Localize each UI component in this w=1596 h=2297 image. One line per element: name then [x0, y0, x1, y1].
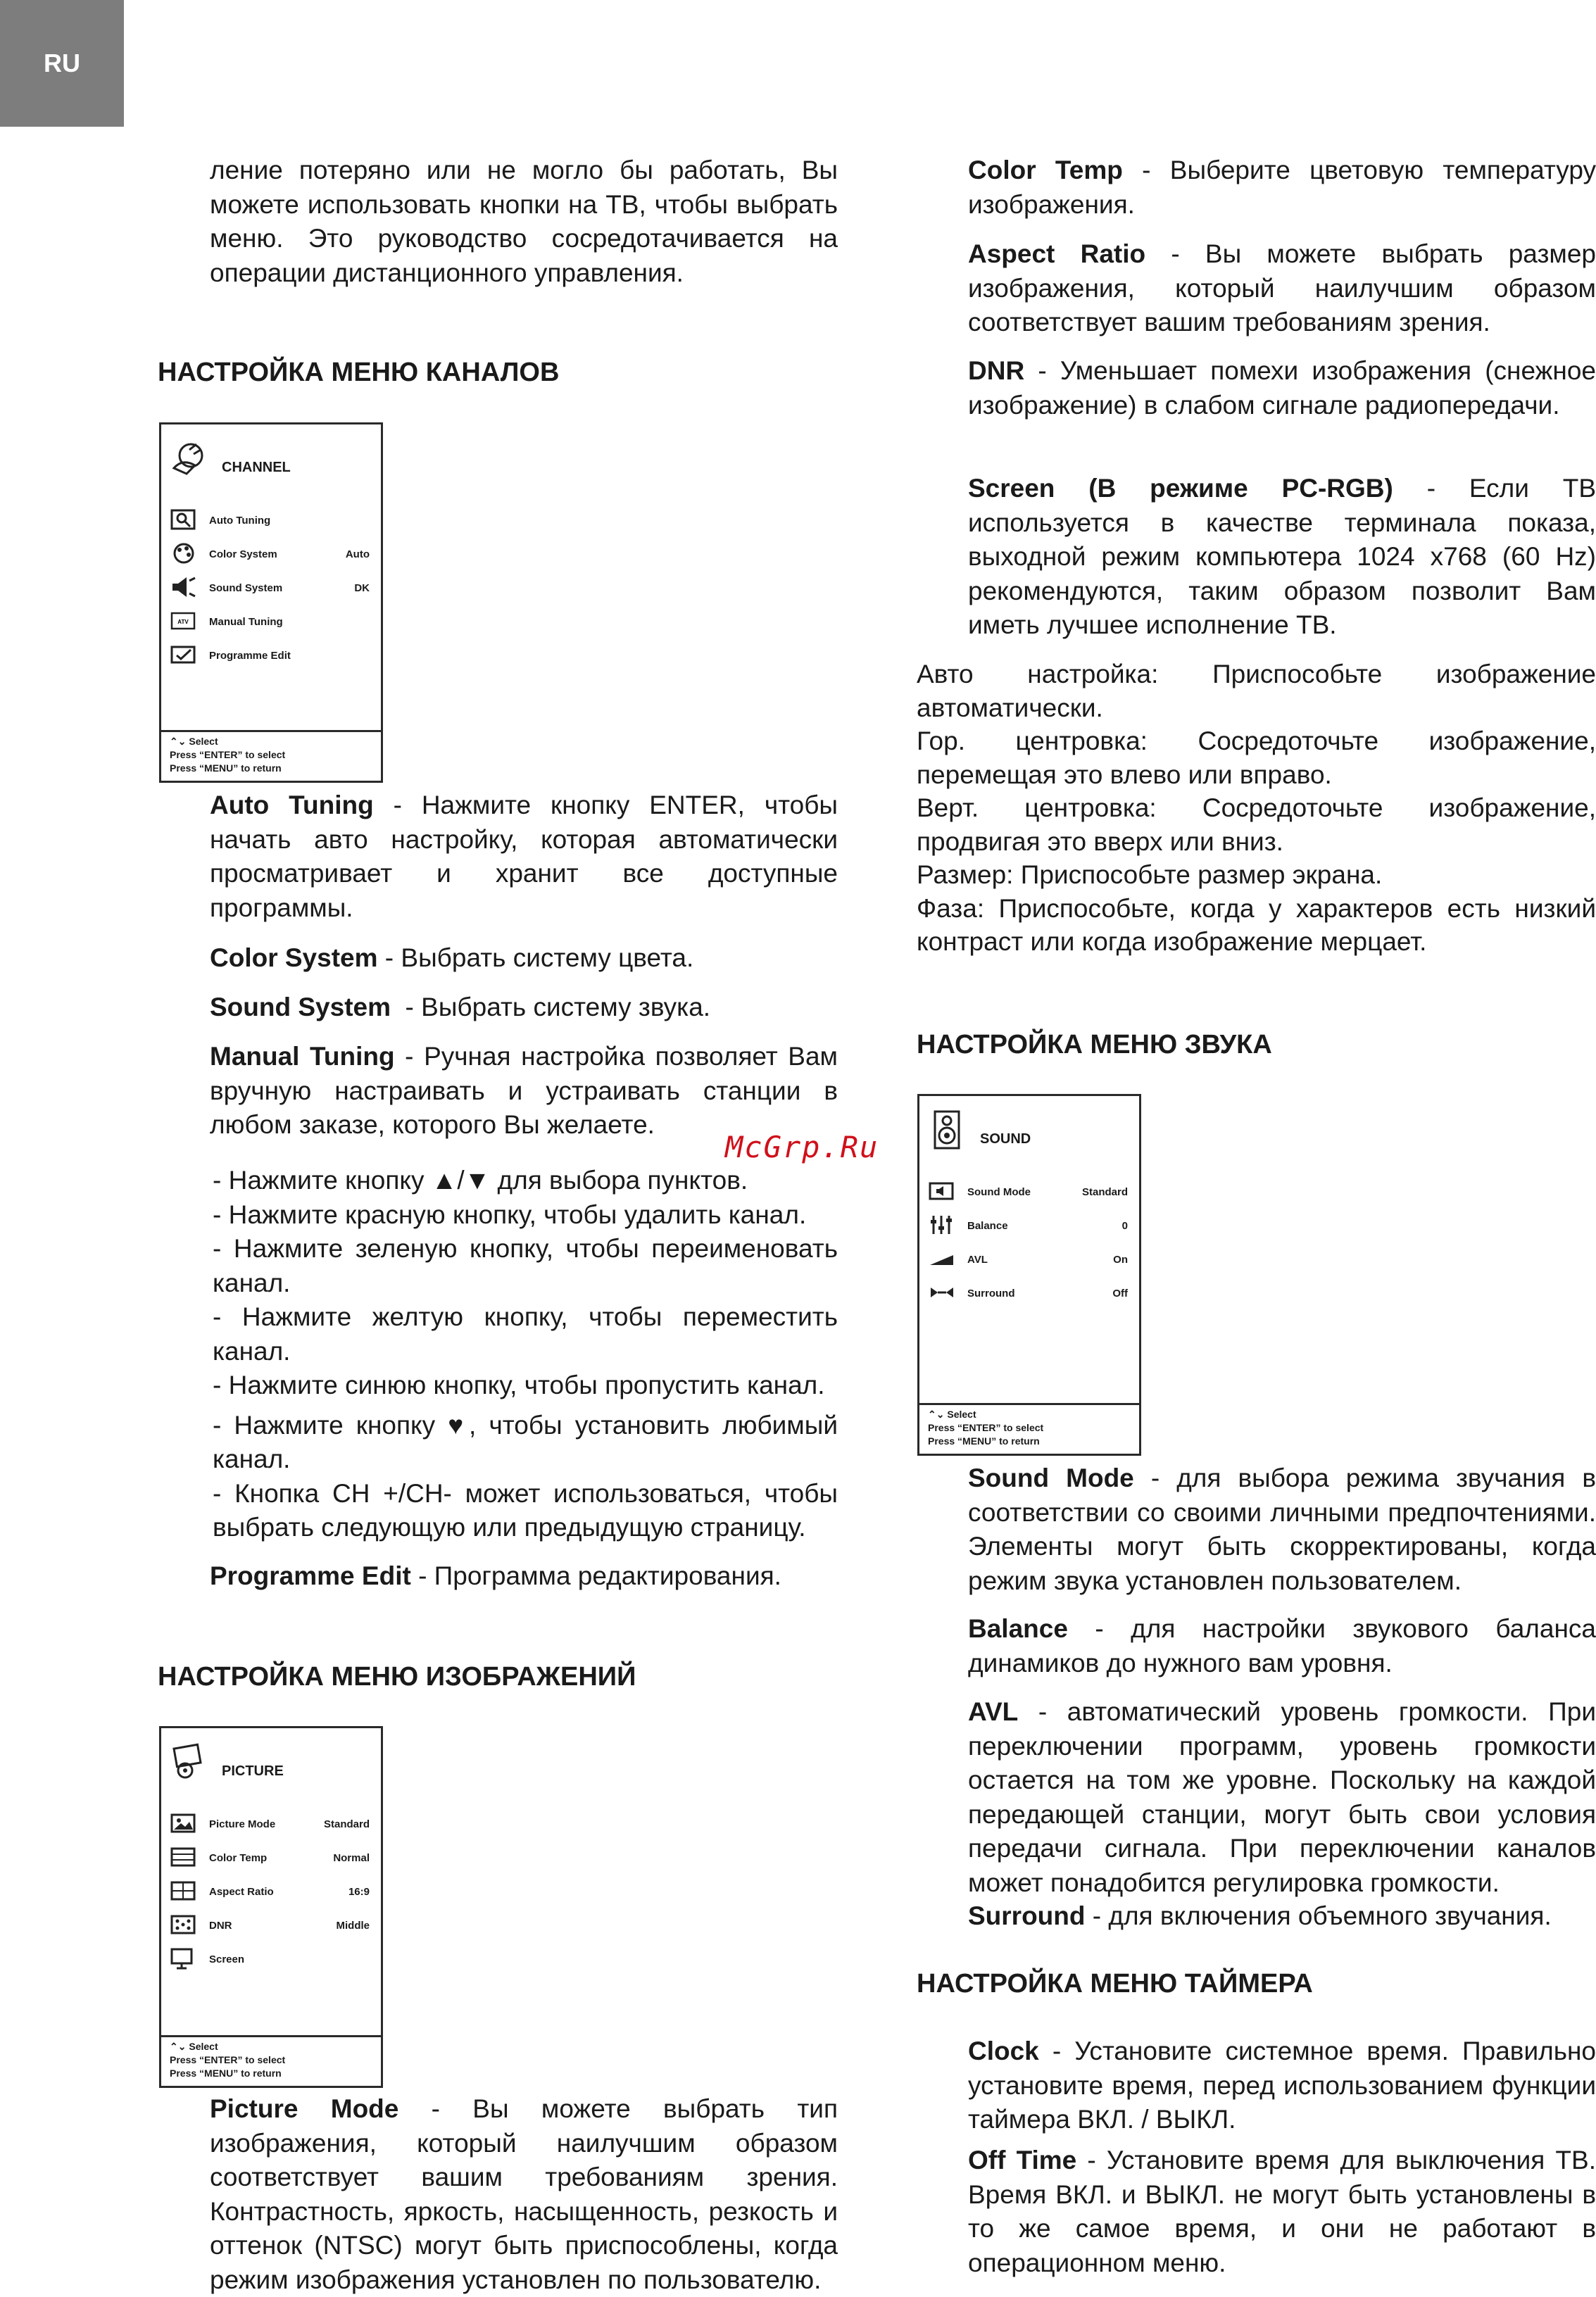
bullet-item: - Нажмите кнопку ♥, чтобы установить любимый канал.: [213, 1410, 838, 1473]
avl-paragraph: [968, 1695, 1596, 1900]
balance-paragraph: [968, 1612, 1596, 1680]
menu-footer: [919, 1403, 1139, 1454]
footer-line: Press “ENTER” to select: [170, 749, 286, 760]
intro-paragraph: ление потеряно или не могло бы работать, Вы можете использовать кнопки на ТВ, чтобы выбрать меню. Это руководство сосредотачивается на операции дистанционного управления.: [210, 156, 838, 287]
footer-line: Press “ENTER” to select: [928, 1422, 1044, 1433]
menu-item-value: Auto: [345, 548, 370, 560]
pc-adjust-line: Размер: Приспособьте размер экрана.: [917, 860, 1383, 889]
description: - Установите время для выключения ТВ. Время ВКЛ. и ВЫКЛ. не могут быть установлены в то же самое время, и они не работают в операционном меню.: [968, 2146, 1596, 2277]
description: - Нажмите кнопку ENTER, чтобы начать авто настройку, которая автоматически просматривает и хранит все доступные программы.: [210, 791, 838, 922]
term: AVL: [968, 1697, 1019, 1726]
footer-line: Select: [189, 2041, 218, 2052]
term: Picture Mode: [210, 2094, 399, 2123]
menu-item-label: Picture Mode: [209, 1818, 276, 1830]
menu-item-manual-tuning[interactable]: [161, 609, 381, 637]
menu-item-label: Sound Mode: [967, 1186, 1031, 1198]
description: - для включения объемного звучания.: [1085, 1901, 1552, 1930]
menu-item-value: Standard: [1081, 1186, 1128, 1198]
description: - Вы можете выбрать тип изображения, который наилучшим образом соответствует вашим требованиям зрения. Контрастность, яркость, насыщенность, резкость и оттенок (NTSC) могут быть приспособлены, когда режим изображения установлен по пользователю.: [210, 2094, 838, 2294]
loudspeaker-icon: [926, 1109, 969, 1151]
aspect-ratio-icon: [170, 1879, 198, 1903]
search-icon: [170, 508, 198, 531]
equalizer-icon: [928, 1213, 956, 1237]
menu-item-label: Manual Tuning: [209, 616, 283, 628]
picture-mode-icon: [170, 1811, 198, 1835]
term: Surround: [968, 1901, 1086, 1930]
bullet-item: - Кнопка CH +/CH- может использоваться, чтобы выбрать следующую или предыдущую страницу.: [213, 1478, 838, 1542]
manual-tuning-paragraph: [210, 1040, 838, 1143]
description: - Выберите цветовую температуру изображения.: [968, 156, 1596, 219]
menu-item-dnr[interactable]: [161, 1913, 381, 1941]
surround-paragraph: [968, 1899, 1596, 1934]
volume-ramp-icon: [928, 1247, 956, 1271]
menu-item-screen[interactable]: [161, 1946, 381, 1975]
menu-item-label: Surround: [967, 1288, 1015, 1299]
term: Programme Edit: [210, 1561, 411, 1590]
pc-adjust-list: [917, 657, 1596, 959]
manual-tuning-bullets: [213, 1164, 838, 1545]
footer-line: Press “MENU” to return: [170, 762, 282, 774]
aspect-ratio-paragraph: [968, 237, 1596, 340]
footer-line: Press “MENU” to return: [928, 1435, 1040, 1447]
menu-item-sound-mode[interactable]: [919, 1179, 1139, 1207]
bullet-item: - Нажмите желтую кнопку, чтобы переместить канал.: [213, 1302, 838, 1366]
menu-item-color-system[interactable]: [161, 541, 381, 569]
menu-item-value: 16:9: [348, 1886, 370, 1898]
menu-item-label: Aspect Ratio: [209, 1886, 274, 1898]
menu-item-value: Normal: [333, 1852, 370, 1864]
term: Clock: [968, 2037, 1039, 2065]
off-time-paragraph: [968, 2144, 1596, 2280]
palette-icon: [170, 541, 198, 565]
term: Color Temp: [968, 156, 1123, 184]
menu-item-sound-system[interactable]: [161, 575, 381, 603]
sound-heading: НАСТРОЙКА МЕНЮ ЗВУКА: [917, 1030, 1272, 1059]
menu-item-label: Balance: [967, 1220, 1008, 1232]
description: - автоматический уровень громкости. При переключении программ, уровень громкости остается на том же уровне. Поскольку на каждой передающей станции, могут быть свои условия передачи сигнала. При переключении каналов может понадобится регулировка громкости.: [968, 1697, 1596, 1897]
menu-item-color-temp[interactable]: [161, 1845, 381, 1873]
menu-footer: [161, 2035, 381, 2086]
up-down-arrows-icon: ⌃⌄: [928, 1409, 948, 1420]
term: Sound Mode: [968, 1464, 1134, 1492]
noise-reduction-icon: [170, 1913, 198, 1937]
speaker-icon: [170, 575, 198, 599]
menu-item-programme-edit[interactable]: [161, 643, 381, 671]
atv-icon: [170, 609, 198, 633]
picture-heading: НАСТРОЙКА МЕНЮ ИЗОБРАЖЕНИЙ: [158, 1662, 636, 1692]
description: - для выбора режима звучания в соответствии со своими личными предпочтениями. Элементы могут быть скорректированы, когда режим звука установлен пользователем.: [968, 1464, 1596, 1595]
description: - Программа редактирования.: [410, 1561, 781, 1590]
description: - Выбрать систему звука.: [391, 993, 711, 1021]
surround-icon: [928, 1280, 956, 1304]
bullet-item: - Нажмите кнопку ▲/▼ для выбора пунктов.: [213, 1166, 748, 1195]
sound-mode-icon: [928, 1179, 956, 1203]
menu-item-value: Middle: [336, 1920, 370, 1932]
pc-adjust-line: Авто настройка: Приспособьте изображение автоматически.: [917, 660, 1596, 722]
dnr-paragraph: [968, 354, 1596, 422]
auto-tuning-paragraph: [210, 788, 838, 925]
pc-adjust-line: Верт. центровка: Сосредоточьте изображение, продвигая это вверх или вниз.: [917, 793, 1596, 856]
menu-item-label: AVL: [967, 1254, 988, 1266]
menu-item-value: On: [1113, 1254, 1128, 1266]
menu-item-surround[interactable]: [919, 1280, 1139, 1309]
up-down-arrows-icon: ⌃⌄: [170, 2041, 189, 2052]
bullet-item: - Нажмите синюю кнопку, чтобы пропустить канал.: [213, 1371, 825, 1399]
sound-menu-title: SOUND: [980, 1131, 1031, 1147]
edit-icon: [170, 643, 198, 667]
menu-item-value: Off: [1112, 1288, 1128, 1299]
picture-settings-icon: [168, 1741, 211, 1783]
description: - Установите системное время. Правильно установите время, перед использованием функции таймера ВКЛ. / ВЫКЛ.: [968, 2037, 1596, 2134]
menu-item-label: Sound System: [209, 582, 283, 594]
bullet-item: - Нажмите зеленую кнопку, чтобы переименовать канал.: [213, 1234, 838, 1297]
footer-line: Press “MENU” to return: [170, 2068, 282, 2079]
menu-item-label: Color Temp: [209, 1852, 268, 1864]
term: DNR: [968, 356, 1025, 385]
pc-adjust-line: Фаза: Приспособьте, когда у характеров есть низкий контраст или когда изображение мерцает.: [917, 893, 1596, 956]
color-system-paragraph: [210, 941, 838, 976]
color-temp-icon: [170, 1845, 198, 1869]
menu-item-avl[interactable]: [919, 1247, 1139, 1275]
menu-item-value: Standard: [323, 1818, 370, 1830]
screen-paragraph: [968, 472, 1596, 643]
sound-mode-paragraph: [968, 1461, 1596, 1598]
channel-menu-title: CHANNEL: [222, 460, 291, 475]
svg-text:ATV: ATV: [177, 619, 189, 625]
description: - для настройки звукового баланса динамиков до нужного вам уровня.: [968, 1614, 1596, 1678]
pc-adjust-line: Гор. центровка: Сосредоточьте изображение, перемещая это влево или вправо.: [917, 726, 1596, 789]
term: Auto Tuning: [210, 791, 374, 819]
footer-line: Press “ENTER” to select: [170, 2054, 286, 2065]
footer-line: Select: [189, 736, 218, 747]
monitor-icon: [170, 1946, 198, 1970]
term: Color System: [210, 943, 378, 972]
color-temp-paragraph: [968, 153, 1596, 222]
menu-item-value: 0: [1121, 1220, 1128, 1232]
term: Manual Tuning: [210, 1042, 395, 1071]
description: - Ручная настройка позволяет Вам вручную настраивать и устраивать станции в любом заказе, которого Вы желаете.: [210, 1042, 838, 1139]
sound-menu: [917, 1094, 1141, 1456]
language-tab-label: RU: [44, 49, 80, 77]
menu-item-aspect-ratio[interactable]: [161, 1879, 381, 1907]
description: - Вы можете выбрать размер изображения, который наилучшим образом соответствует вашим требованиям зрения.: [968, 239, 1596, 336]
watermark: McGrp.Ru: [725, 1130, 879, 1164]
menu-item-label: DNR: [209, 1920, 232, 1932]
sound-system-paragraph: [210, 990, 838, 1025]
menu-item-label: Programme Edit: [209, 650, 291, 662]
menu-item-value: DK: [354, 582, 370, 594]
menu-item-picture-mode[interactable]: [161, 1811, 381, 1839]
menu-item-label: Screen: [209, 1953, 245, 1965]
clock-paragraph: [968, 2034, 1596, 2137]
channel-menu: [159, 422, 383, 783]
picture-menu: [159, 1726, 383, 2088]
description: - Если ТВ используется в качестве терминала показа, выходной режим компьютера 1024 x768 (60 Hz) рекомендуются, таким образом позволит Вам иметь лучшее исполнение ТВ.: [968, 474, 1596, 639]
term: Sound System: [210, 993, 391, 1021]
term: Screen (В режиме PC-RGB): [968, 474, 1393, 503]
up-down-arrows-icon: ⌃⌄: [170, 736, 189, 747]
term: Aspect Ratio: [968, 239, 1146, 268]
description: - Уменьшает помехи изображения (снежное изображение) в слабом сигнале радиопередачи.: [968, 356, 1596, 420]
footer-line: Select: [947, 1409, 976, 1420]
description: - Выбрать систему цвета.: [377, 943, 694, 972]
satellite-dish-icon: [168, 437, 211, 479]
timer-heading: НАСТРОЙКА МЕНЮ ТАЙМЕРА: [917, 1969, 1313, 1999]
menu-item-label: Auto Tuning: [209, 515, 271, 527]
menu-item-auto-tuning[interactable]: [161, 508, 381, 536]
language-tab: [0, 0, 124, 127]
bullet-item: - Нажмите красную кнопку, чтобы удалить канал.: [213, 1200, 807, 1229]
menu-item-label: Color System: [209, 548, 277, 560]
term: Off Time: [968, 2146, 1077, 2175]
menu-item-balance[interactable]: [919, 1213, 1139, 1241]
term: Balance: [968, 1614, 1068, 1643]
programme-edit-paragraph: [210, 1559, 838, 1594]
channel-heading: НАСТРОЙКА МЕНЮ КАНАЛОВ: [158, 358, 560, 387]
menu-footer: [161, 730, 381, 781]
picture-menu-title: PICTURE: [222, 1763, 284, 1779]
picture-mode-paragraph: [210, 2092, 838, 2297]
